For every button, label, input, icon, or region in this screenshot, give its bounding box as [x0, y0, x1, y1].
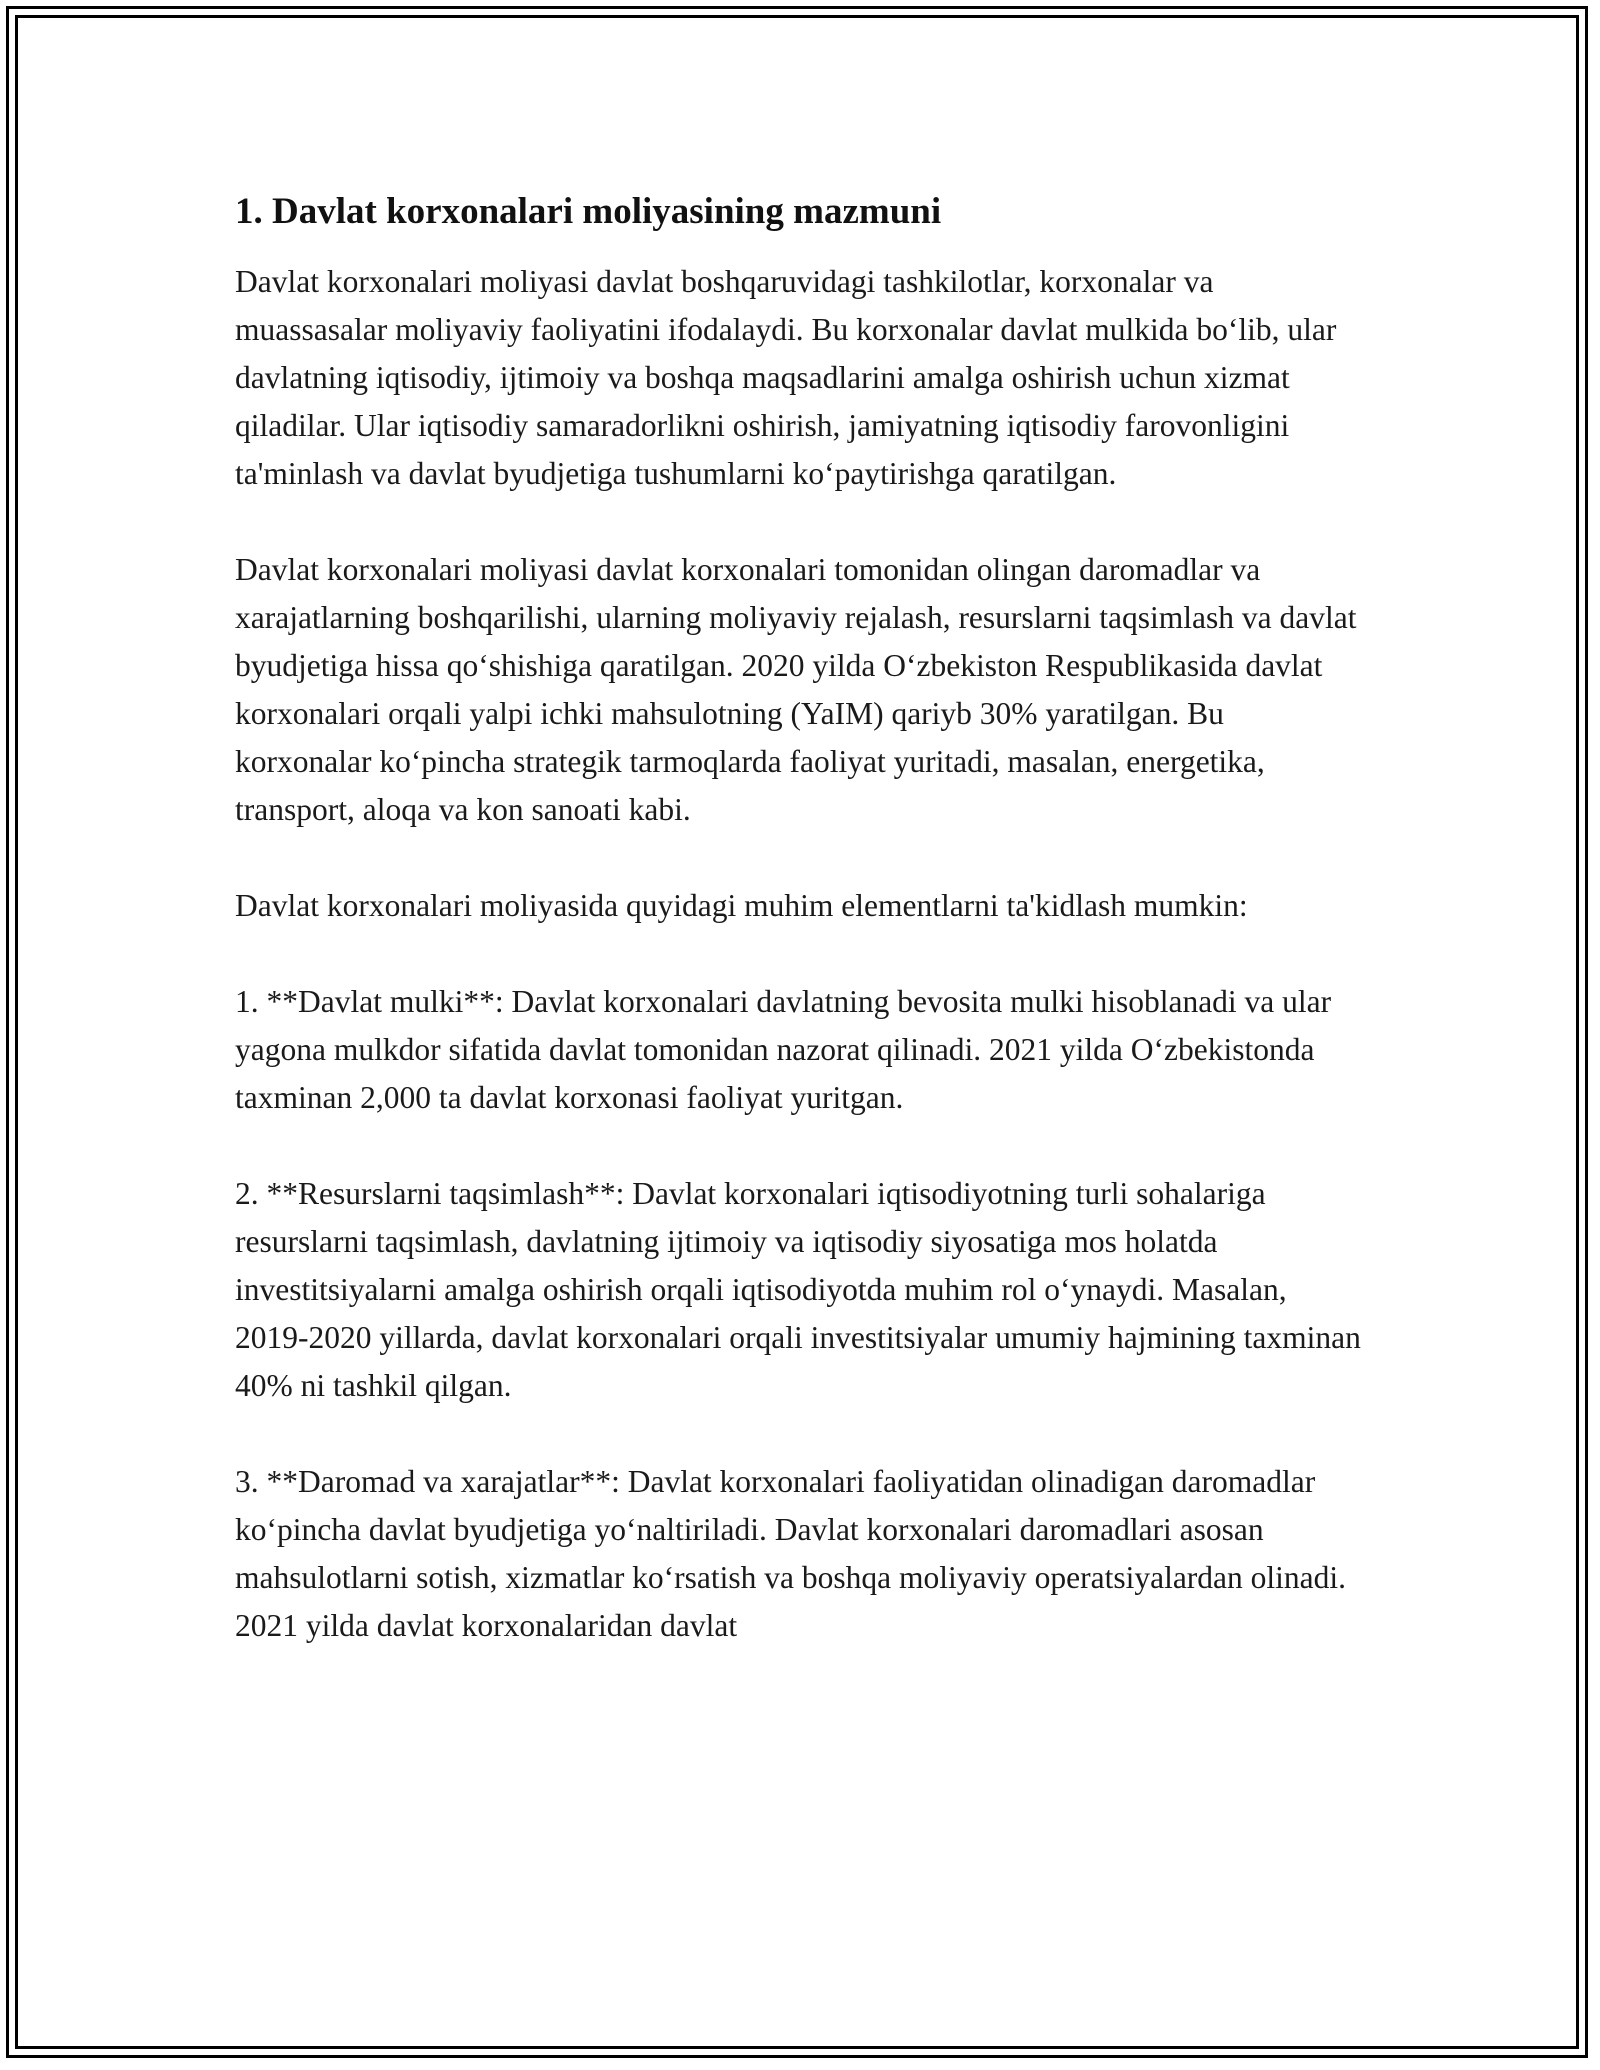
- paragraph-overview: Davlat korxonalari moliyasi davlat korxonalari tomonidan olingan daromadlar va xarajatlarning boshqarilishi, ularning moliyaviy rejalash, resurslarni taqsimlash va davlat byudjetiga hissa qo‘shishiga qaratilgan. 2020 yilda O‘zbekiston Respublikasida davlat korxonalari orqali yalpi ichki mahsulotning (YaIM) qariyb 30% yaratilgan. Bu korxonalar ko‘pincha strategik tarmoqlarda faoliyat yuritadi, masalan, energetika, transport, aloqa va kon sanoati kabi.: [235, 552, 1357, 827]
- list-item-state-property: 1. **Davlat mulki**: Davlat korxonalari davlatning bevosita mulki hisoblanadi va ular yagona mulkdor sifatida davlat tomonidan nazorat qilinadi. 2021 yilda O‘zbekistonda taxminan 2,000 ta davlat korxonasi faoliyat yuritgan.: [235, 984, 1332, 1115]
- list-item-resource-allocation: 2. **Resurslarni taqsimlash**: Davlat korxonalari iqtisodiyotning turli sohalariga resurslarni taqsimlash, davlatning ijtimoiy va iqtisodiy siyosatiga mos holatda investitsiyalarni amalga oshirish orqali iqtisodiyotda muhim rol o‘ynaydi. Masalan, 2019-2020 yillarda, davlat korxonalari orqali investitsiyalar umumiy hajmining taxminan 40% ni tashkil qilgan.: [235, 1176, 1361, 1403]
- document-body: [235, 190, 1365, 1698]
- paragraph-intro: Davlat korxonalari moliyasi davlat boshqaruvidagi tashkilotlar, korxonalar va muassasalar moliyaviy faoliyatini ifodalaydi. Bu korxonalar davlat mulkida bo‘lib, ular davlatning iqtisodiy, ijtimoiy va boshqa maqsadlarini amalga oshirish uchun xizmat qiladilar. Ular iqtisodiy samaradorlikni oshirish, jamiyatning iqtisodiy farovonligini ta'minlash va davlat byudjetiga tushumlarni ko‘paytirishga qaratilgan.: [235, 264, 1337, 491]
- section-heading: 1. Davlat korxonalari moliyasining mazmuni: [235, 191, 942, 232]
- paragraph-elements-intro: Davlat korxonalari moliyasida quyidagi muhim elementlarni ta'kidlash mumkin:: [235, 888, 1248, 923]
- list-item-income-expenses: 3. **Daromad va xarajatlar**: Davlat korxonalari faoliyatidan olinadigan daromadlar ko‘pincha davlat byudjetiga yo‘naltiriladi. Davlat korxonalari daromadlari asosan mahsulotlarni sotish, xizmatlar ko‘rsatish va boshqa moliyaviy operatsiyalardan olinadi. 2021 yilda davlat korxonalaridan davlat: [235, 1464, 1347, 1643]
